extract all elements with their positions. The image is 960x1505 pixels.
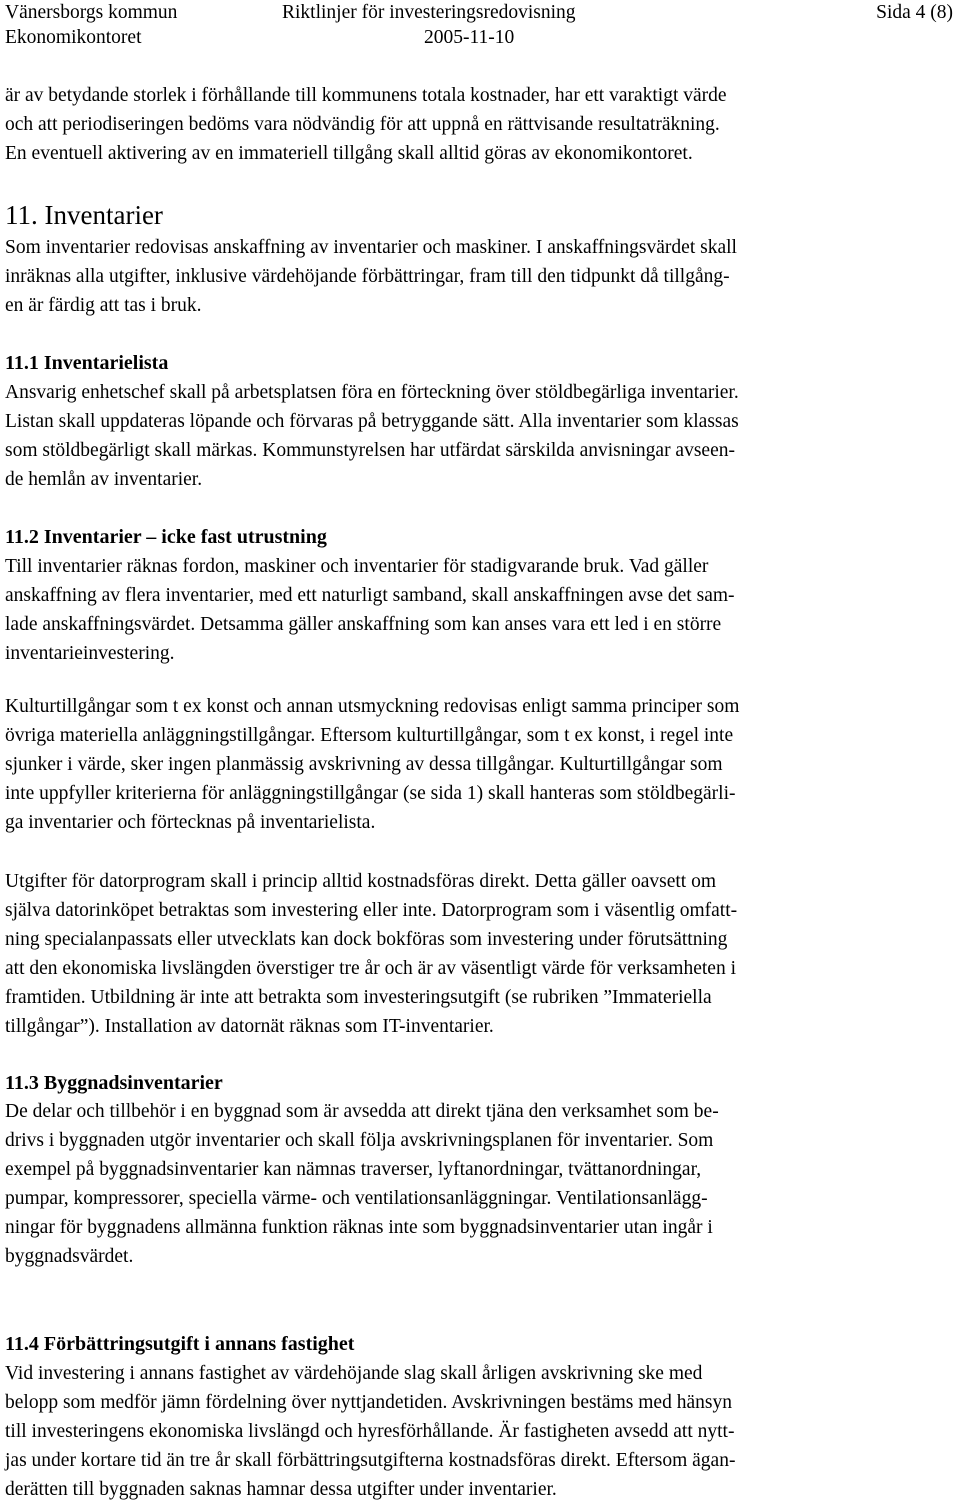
header-document-title: Riktlinjer för investeringsredovisning [282, 2, 576, 23]
section-11-2-p3-line: tillgångar”). Installation av datornät räknas som IT-inventarier. [5, 1016, 494, 1037]
section-11-3-line: ningar för byggnadens allmänna funktion räknas inte som byggnadsinventarier utan ingår i [5, 1217, 713, 1238]
section-11-2-p3-line: själva datorinköpet betraktas som investering eller inte. Datorprogram som i väsentlig omfatt- [5, 900, 738, 921]
section-11-1-line: Ansvarig enhetschef skall på arbetsplatsen föra en förteckning över stöldbegärliga inventarier. [5, 382, 739, 403]
section-11-3-line: drivs i byggnaden utgör inventarier och skall följa avskrivningsplanen för inventarier. Som [5, 1130, 714, 1151]
section-11-3-line: De delar och tillbehör i en byggnad som är avsedda att direkt tjäna den verksamhet som be- [5, 1101, 719, 1122]
section-11-4-line: jas under kortare tid än tre år skall förbättringsutgifterna kostnadsföras direkt. Eftersom ägan- [5, 1450, 736, 1471]
section-11-2-p1-line: lade anskaffningsvärdet. Detsamma gäller anskaffning som kan anses vara ett led i en större [5, 614, 722, 635]
section-11-line: Som inventarier redovisas anskaffning av inventarier och maskiner. I anskaffningsvärdet skall [5, 237, 737, 258]
section-11-3-line: byggnadsvärdet. [5, 1246, 134, 1267]
header-date: 2005-11-10 [424, 27, 515, 48]
section-11-2-p2-line: övriga materiella anläggningstillgångar. Eftersom kulturtillgångar, som t ex konst, i regel inte [5, 725, 734, 746]
section-heading-11-1: 11.1 Inventarielista [5, 352, 169, 374]
section-11-2-p3-line: att den ekonomiska livslängden överstiger tre år och är av väsentligt värde för verksamheten i [5, 958, 736, 979]
section-11-2-p1-line: anskaffning av flera inventarier, med ett naturligt samband, skall anskaffningen avse det sam- [5, 585, 735, 606]
intro-line: är av betydande storlek i förhållande till kommunens totala kostnader, har ett varaktigt värde [5, 85, 727, 106]
section-11-2-p2-line: ga inventarier och förtecknas på inventarielista. [5, 812, 376, 833]
section-11-2-p1-line: inventarieinvestering. [5, 643, 175, 664]
section-heading-11: 11. Inventarier [5, 200, 163, 230]
header-organization: Vänersborgs kommun [5, 2, 178, 23]
section-11-line: inräknas alla utgifter, inklusive värdehöjande förbättringar, fram till den tidpunkt då tillgång- [5, 266, 730, 287]
header-department: Ekonomikontoret [5, 27, 142, 48]
section-11-3-line: pumpar, kompressorer, speciella värme- och ventilationsanläggningar. Ventilationsanlägg- [5, 1188, 708, 1209]
section-heading-11-3: 11.3 Byggnadsinventarier [5, 1072, 223, 1094]
section-11-1-line: Listan skall uppdateras löpande och förvaras på betryggande sätt. Alla inventarier som klassas [5, 411, 739, 432]
section-11-2-p3-line: Utgifter för datorprogram skall i princip alltid kostnadsföras direkt. Detta gäller oavsett om [5, 871, 717, 892]
section-11-4-line: belopp som medför jämn fördelning över nyttjandetiden. Avskrivningen bestäms med hänsyn [5, 1392, 732, 1413]
section-11-4-line: till investeringens ekonomiska livslängd och hyresförhållande. Är fastigheten avsedd att nytt- [5, 1421, 735, 1442]
section-11-4-line: Vid investering i annans fastighet av värdehöjande slag skall årligen avskrivning ske med [5, 1363, 703, 1384]
section-11-2-p2-line: Kulturtillgångar som t ex konst och annan utsmyckning redovisas enligt samma principer som [5, 696, 740, 717]
section-11-2-p3-line: ning specialanpassats eller utvecklats kan dock bokföras som investering under förutsättning [5, 929, 728, 950]
header-page-number: Sida 4 (8) [876, 2, 953, 23]
page-header [0, 0, 960, 52]
section-11-2-p2-line: sjunker i värde, sker ingen planmässig avskrivning av dessa tillgångar. Kulturtillgångar som [5, 754, 723, 775]
section-11-1-line: som stöldbegärligt skall märkas. Kommunstyrelsen har utfärdat särskilda anvisningar avseen- [5, 440, 735, 461]
section-11-1-line: de hemlån av inventarier. [5, 469, 203, 490]
section-11-2-p2-line: inte uppfyller kriterierna för anläggningstillgångar (se sida 1) skall hanteras som stöldbegärli- [5, 783, 736, 804]
intro-line: och att periodiseringen bedöms vara nödvändig för att uppnå en rättvisande resultaträkning. [5, 114, 720, 135]
intro-line: En eventuell aktivering av en immateriell tillgång skall alltid göras av ekonomikontoret. [5, 143, 693, 164]
section-heading-11-4: 11.4 Förbättringsutgift i annans fastighet [5, 1333, 355, 1355]
section-heading-11-2: 11.2 Inventarier – icke fast utrustning [5, 526, 327, 548]
section-11-line: en är färdig att tas i bruk. [5, 295, 202, 316]
section-11-2-p3-line: framtiden. Utbildning är inte att betrakta som investeringsutgift (se rubriken ”Immateriella [5, 987, 712, 1008]
section-11-3-line: exempel på byggnadsinventarier kan nämnas traverser, lyftanordningar, tvättanordningar, [5, 1159, 702, 1180]
section-11-4-line: derätten till byggnaden saknas hamnar dessa utgifter under inventarier. [5, 1479, 557, 1500]
section-11-2-p1-line: Till inventarier räknas fordon, maskiner och inventarier för stadigvarande bruk. Vad gäller [5, 556, 709, 577]
